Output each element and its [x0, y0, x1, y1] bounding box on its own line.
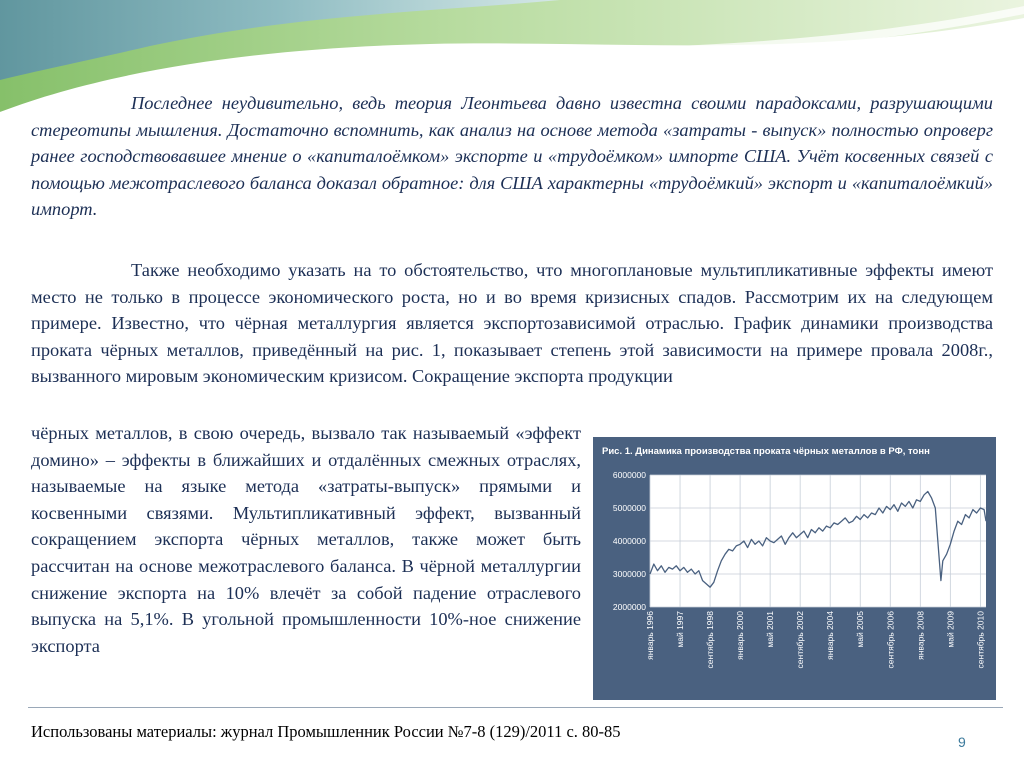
page-number: 9	[958, 734, 966, 750]
line-chart	[593, 437, 996, 700]
x-tick-label: январь 2000	[735, 611, 746, 660]
x-tick-label: сентябрь 2010	[975, 611, 986, 669]
y-tick-label: 2000000	[612, 602, 646, 612]
x-tick-label: сентябрь 2002	[795, 611, 806, 669]
chart-title: Рис. 1. Динамика производства проката чёрных металлов в РФ, тонн	[602, 446, 930, 457]
x-tick-label: май 1997	[675, 611, 686, 648]
x-tick-label: сентябрь 2006	[885, 611, 896, 669]
x-tick-label: январь 1996	[645, 611, 655, 660]
x-tick-label: май 2009	[945, 611, 956, 648]
x-tick-label: май 2001	[765, 611, 776, 648]
y-tick-label: 4000000	[612, 536, 646, 546]
x-tick-label: май 2005	[855, 611, 866, 648]
source-citation: Использованы материалы: журнал Промышленник России №7-8 (129)/2011 с. 80-85	[31, 722, 621, 741]
paragraph-multiplier-effects: Также необходимо указать на то обстоятельство, что многоплановые мультипликативные эффекты имеют место не только в процессе экономического роста, но и во время кризисных спадов. Рассмотрим их на следующем примере. Известно, что чёрная металлургия является экспортозависимой отраслью. График динамики производства проката чёрных металлов, приведённый на рис. 1, показывает степень этой зависимости на примере провала 2008г., вызванного мировым экономическим кризисом. Сокращение экспорта продукции	[31, 260, 993, 387]
x-tick-label: январь 2004	[825, 611, 836, 660]
paragraph-domino-effect: чёрных металлов, в свою очередь, вызвало так называемый «эффект домино» – эффекты в ближайших и отдалённых смежных отраслях, называемые на языке метода «затраты-выпуск» прямыми и косвенными связями. Мультипликативный эффект, вызванный сокращением экспорта чёрных металлов, также может быть рассчитан на основе межотраслевого баланса. В чёрной металлургии снижение экспорта на 10% влечёт за собой падение отраслевого выпуска на 5,1%. В угольной промышленности 10%-ное снижение экспорта	[31, 423, 581, 656]
y-tick-label: 6000000	[612, 470, 646, 480]
y-tick-label: 3000000	[612, 569, 646, 579]
chart-figure	[593, 437, 996, 700]
paragraph-leontief-paradox: Последнее неудивительно, ведь теория Леонтьева давно известна своими парадоксами, разрушающими стереотипы мышления. Достаточно вспомнить, как анализ на основе метода «затраты - выпуск» полностью опроверг ранее господствовавшее мнение о «капиталоёмком» экспорте и «трудоёмком» импорте США. Учёт косвенных связей с помощью межотраслевого баланса доказал обратное: для США характерны «трудоёмкий» экспорт и «капиталоёмкий» импорт.	[31, 93, 993, 220]
footer-divider	[28, 707, 1003, 708]
y-tick-label: 5000000	[612, 503, 646, 513]
x-tick-label: сентябрь 1998	[705, 611, 716, 669]
x-tick-label: январь 2008	[915, 611, 926, 660]
